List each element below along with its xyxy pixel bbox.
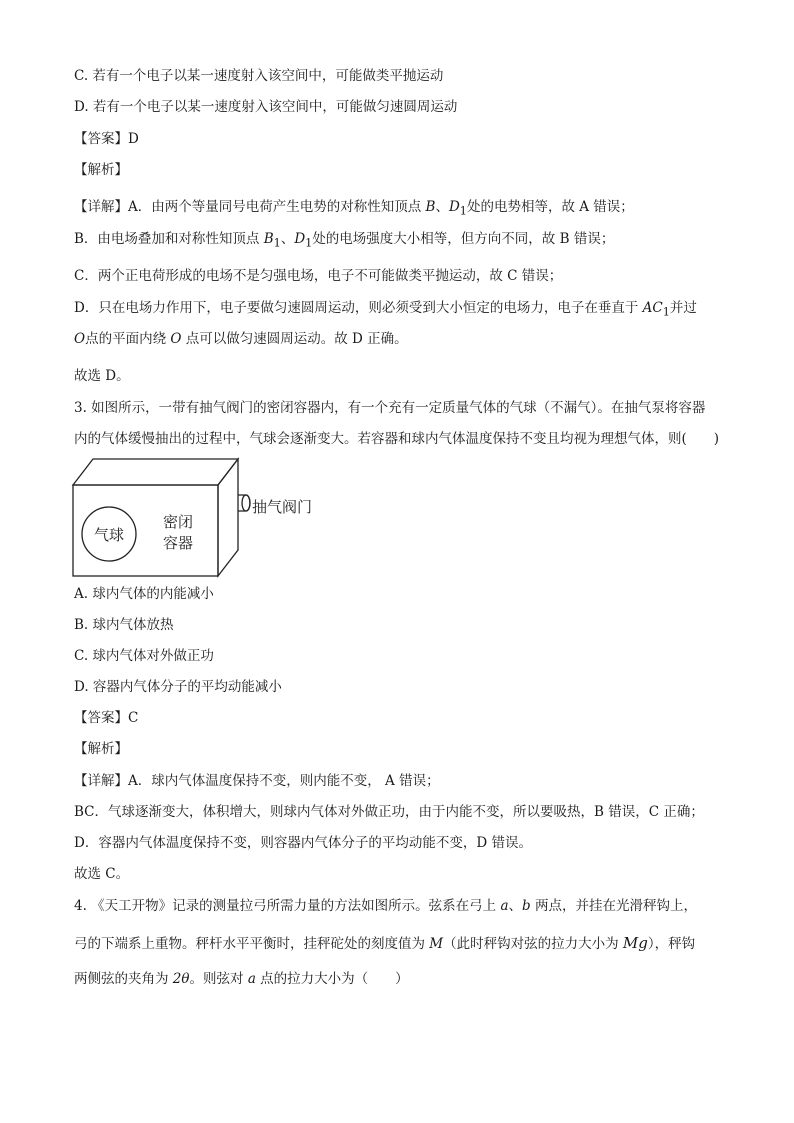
q2-detail-d: [74, 299, 697, 322]
text: 点可以做匀速圆周运动。故 D 正确。: [185, 331, 408, 347]
var: B: [425, 199, 436, 215]
detail-tag: 【详解】: [74, 199, 128, 215]
text: 两点，并挂在光滑秤钩上，: [534, 898, 697, 914]
q2-detail-c: C．两个正电荷形成的电场不是匀强电场，电子不可能做类平抛运动，故 C 错误；: [74, 268, 563, 284]
text: 处的电势相等，故 A 错误；: [466, 199, 634, 215]
text: 并过: [669, 300, 697, 316]
answer-value: C: [128, 710, 139, 726]
answer-value: D: [128, 131, 139, 147]
q3-option-a: A. 球内气体的内能减小: [74, 586, 214, 602]
q2-choose: 故选 D。: [74, 368, 130, 384]
q3-stem-1: 3. 如图所示，一带有抽气阀门的密闭容器内，有一个充有一定质量气体的气球（不漏气）。在抽气泵将容器: [74, 400, 706, 416]
text: 。则弦对: [189, 971, 244, 987]
subscript: 1: [305, 236, 313, 250]
text: 两侧弦的夹角为: [74, 971, 169, 987]
var: O: [170, 331, 182, 347]
var: a: [247, 971, 256, 987]
var: D: [294, 231, 306, 247]
q3-answer: [74, 709, 138, 727]
box-top: [73, 459, 238, 485]
q3-detail-d: D．容器内气体温度保持不变，则容器内气体分子的平均动能不变，D 错误。: [74, 835, 532, 851]
q3-figure: [70, 455, 330, 580]
text: 、: [508, 898, 523, 914]
q2-answer: [74, 130, 139, 148]
text: A．球内气体温度保持不变，则内能不变， A 错误；: [128, 773, 440, 789]
text: A．由两个等量同号电荷产生电势的对称性知顶点: [128, 199, 422, 215]
q2-detail-a: [74, 198, 634, 221]
q4-stem-1: [74, 897, 697, 915]
text: 点的拉力大小为（ ）: [260, 971, 409, 987]
text: 4. 《天工开物》记录的测量拉弓所需力量的方法如图所示。弦系在弓上: [74, 898, 497, 914]
text: 、: [435, 199, 449, 215]
q3-option-c: C. 球内气体对外做正功: [74, 648, 214, 664]
q3-analysis-tag: 【解析】: [74, 741, 128, 757]
valve-label: 抽气阀门: [252, 498, 313, 516]
text: D．只在电场力作用下，电子要做匀速圆周运动，则必须受到大小恒定的电场力，电子在垂直于: [74, 300, 639, 316]
q3-choose: 故选 C。: [74, 866, 130, 882]
valve-opening: [242, 495, 250, 511]
text: 点的平面内绕: [85, 331, 167, 347]
text: 、: [280, 231, 295, 247]
q2-option-d: D. 若有一个电子以某一速度射入该空间中，可能做匀速圆周运动: [74, 99, 458, 115]
q3-detail-a: [74, 772, 440, 790]
box-side: [218, 459, 238, 576]
detail-tag: 【详解】: [74, 773, 128, 789]
subscript: 1: [459, 204, 467, 218]
text: （此时秤钩对弦的拉力大小为: [443, 936, 619, 952]
text: 弓的下端系上重物。秤杆水平平衡时，挂秤砣处的刻度值为: [74, 936, 425, 952]
var: B: [263, 231, 274, 247]
var: AC: [642, 300, 663, 316]
balloon-label: 气球: [93, 526, 125, 544]
text: 处的电场强度大小相等，但方向不同，故 B 错误；: [312, 231, 615, 247]
q3-option-b: B. 球内气体放热: [74, 617, 174, 633]
text: ），秤钩: [647, 936, 696, 952]
q2-analysis-tag: 【解析】: [74, 162, 128, 178]
q2-detail-b: [74, 230, 614, 253]
subscript: 1: [273, 236, 281, 250]
var: D: [448, 199, 460, 215]
q2-detail-d-cont: [74, 330, 408, 348]
q2-option-c: C. 若有一个电子以某一速度射入该空间中，可能做类平抛运动: [74, 68, 444, 84]
subscript: 1: [662, 305, 670, 319]
var: b: [522, 898, 531, 914]
var: 2θ: [172, 971, 190, 987]
q3-detail-bc: BC．气球逐渐变大，体积增大，则球内气体对外做正功，由于内能不变，所以要吸热，B 错误，C 正确；: [74, 804, 704, 820]
text: B．由电场叠加和对称性知顶点: [74, 231, 260, 247]
var: Mg: [622, 934, 648, 952]
q3-stem-2: 内的气体缓慢抽出的过程中，气球会逐渐变大。若容器和球内气体温度保持不变且均视为理想气体，则( ): [74, 431, 720, 447]
q3-option-d: D. 容器内气体分子的平均动能减小: [74, 679, 282, 695]
var: a: [500, 898, 509, 914]
container-label-2: 容器: [162, 534, 194, 552]
q4-stem-2: [74, 934, 695, 953]
answer-tag: 【答案】: [74, 710, 128, 726]
container-label-1: 密闭: [162, 513, 194, 531]
answer-tag: 【答案】: [74, 131, 128, 147]
var: M: [429, 936, 444, 952]
var: O: [74, 331, 86, 347]
q4-stem-3: [74, 970, 409, 988]
